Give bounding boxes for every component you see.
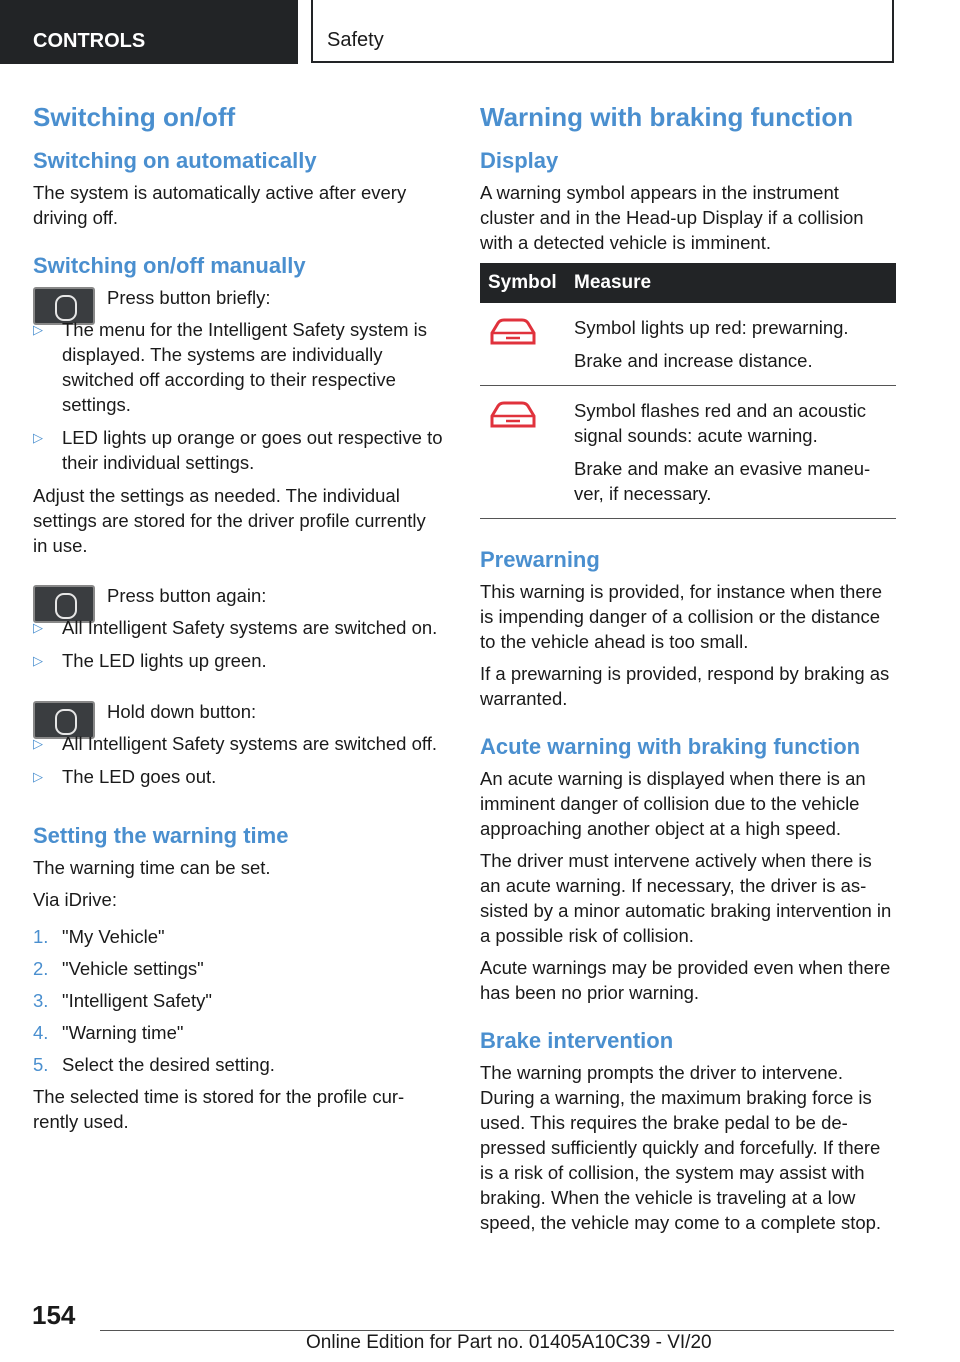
bullet-item: ▷ The menu for the Intelligent Safety system is displayed. The systems are individually switched off according to their respective settings. xyxy=(33,319,428,415)
symbol-cell xyxy=(480,386,566,519)
paragraph-time: The warning time can be set. xyxy=(33,857,271,878)
bullet-item: ▷ The LED lights up green. xyxy=(33,650,267,671)
car-warning-icon xyxy=(488,315,538,349)
list-item: 4. "Warning time" xyxy=(33,1022,184,1043)
triangle-bullet-icon: ▷ xyxy=(33,653,43,668)
paragraph-prewarning-1: This warning is provided, for instance when there is impending danger of a collision or the distance to the vehicle ahead is too small. xyxy=(480,581,883,652)
paragraph-adjust: Adjust the settings as needed. The individual settings are stored for the driver profile currently in use. xyxy=(33,485,426,556)
paragraph-prewarning-2: If a prewarning is provided, respond by braking as warranted. xyxy=(480,663,890,709)
page-number: 154 xyxy=(32,1300,76,1330)
triangle-bullet-icon: ▷ xyxy=(33,769,43,784)
paragraph-acute-2: The driver must intervene actively when there is an acute warning. If necessary, the driver is assisted by a minor automatic braking intervention in a possible risk of collision. xyxy=(480,850,892,946)
header-section-tab xyxy=(0,0,298,64)
symbol-cell xyxy=(480,303,566,386)
footer-edition: Online Edition for Part no. 01405A10C39 - VI/20 xyxy=(306,1332,712,1353)
heading-switching-on-automatically: Switching on automatically xyxy=(33,148,317,173)
paragraph-auto: The system is automatically active after every driving off. xyxy=(33,182,407,228)
table-row xyxy=(480,386,896,519)
bullet-item: ▷ All Intelligent Safety systems are switched off. xyxy=(33,733,437,754)
heading-prewarning: Prewarning xyxy=(480,547,600,572)
triangle-bullet-icon: ▷ xyxy=(33,736,43,751)
button-instruction-3 xyxy=(33,699,443,756)
table-header-symbol: Symbol xyxy=(480,263,566,303)
heading-acute-warning: Acute warning with braking function xyxy=(480,734,861,759)
hold-down-text: Hold down button: xyxy=(107,701,257,722)
heading-brake-intervention: Brake intervention xyxy=(480,1028,674,1053)
paragraph-display: A warning symbol appears in the instrument cluster and in the Head-up Display if a collision with a detected vehicle is imminent. xyxy=(480,182,864,253)
triangle-bullet-icon: ▷ xyxy=(33,430,43,445)
paragraph-acute-1: An acute warning is displayed when there is an imminent danger of collision due to the vehicle approaching another object at a high speed. xyxy=(480,768,866,839)
bullet-item: ▷ All Intelligent Safety systems are switched on. xyxy=(33,617,438,638)
symbol-table xyxy=(480,263,896,519)
list-item: 2. "Vehicle settings" xyxy=(33,958,204,979)
heading-warning-time: Setting the warning time xyxy=(33,823,289,848)
heading-switching-manually: Switching on/off manually xyxy=(33,253,306,278)
car-warning-icon xyxy=(488,398,538,432)
list-item: 3. "Intelligent Safety" xyxy=(33,990,212,1011)
heading-warning-braking: Warning with braking function xyxy=(480,102,854,132)
triangle-bullet-icon: ▷ xyxy=(33,322,43,337)
header-chapter-tab xyxy=(311,0,894,63)
table-header-measure: Measure xyxy=(566,263,896,303)
left-column xyxy=(33,100,443,1141)
button-instruction-1 xyxy=(33,285,443,417)
table-header-row xyxy=(480,263,896,303)
footer-divider xyxy=(100,1330,894,1331)
press-again-text: Press button again: xyxy=(107,585,267,606)
header-section-label: CONTROLS xyxy=(33,30,146,52)
list-item: 1. "My Vehicle" xyxy=(33,926,165,947)
bullet-item: ▷ The LED goes out. xyxy=(33,766,217,787)
heading-display: Display xyxy=(480,148,559,173)
paragraph-acute-3: Acute warnings may be provided even when there has been no prior warning. xyxy=(480,957,891,1003)
table-row xyxy=(480,303,896,386)
button-instruction-2 xyxy=(33,583,443,640)
paragraph-stored: The selected time is stored for the profile currently used. xyxy=(33,1086,405,1132)
measure-cell: Symbol lights up red: prewarning. Brake and increase distance. xyxy=(566,303,896,386)
measure-cell: Symbol flashes red and an acoustic signal sounds: acute warning. Brake and make an evasive maneuver, if necessary. xyxy=(566,386,896,519)
paragraph-via-idrive: Via iDrive: xyxy=(33,889,117,910)
triangle-bullet-icon: ▷ xyxy=(33,620,43,635)
bullet-item: ▷ LED lights up orange or goes out respective to their individual settings. xyxy=(33,427,443,473)
right-column xyxy=(480,100,896,1242)
heading-switching-on-off: Switching on/off xyxy=(33,102,236,132)
header-chapter-label: Safety xyxy=(327,29,384,51)
list-item: 5. Select the desired setting. xyxy=(33,1054,275,1075)
press-briefly-text: Press button briefly: xyxy=(107,287,271,308)
paragraph-brake: The warning prompts the driver to intervene. During a warning, the maximum braking force is used. This requires the brake pedal to be depressed sufficiently quickly and forcefully. If there is a risk of collision, the system may assist with braking. When the vehicle is traveling at a low speed, the vehicle may come to a complete stop. xyxy=(480,1062,882,1233)
